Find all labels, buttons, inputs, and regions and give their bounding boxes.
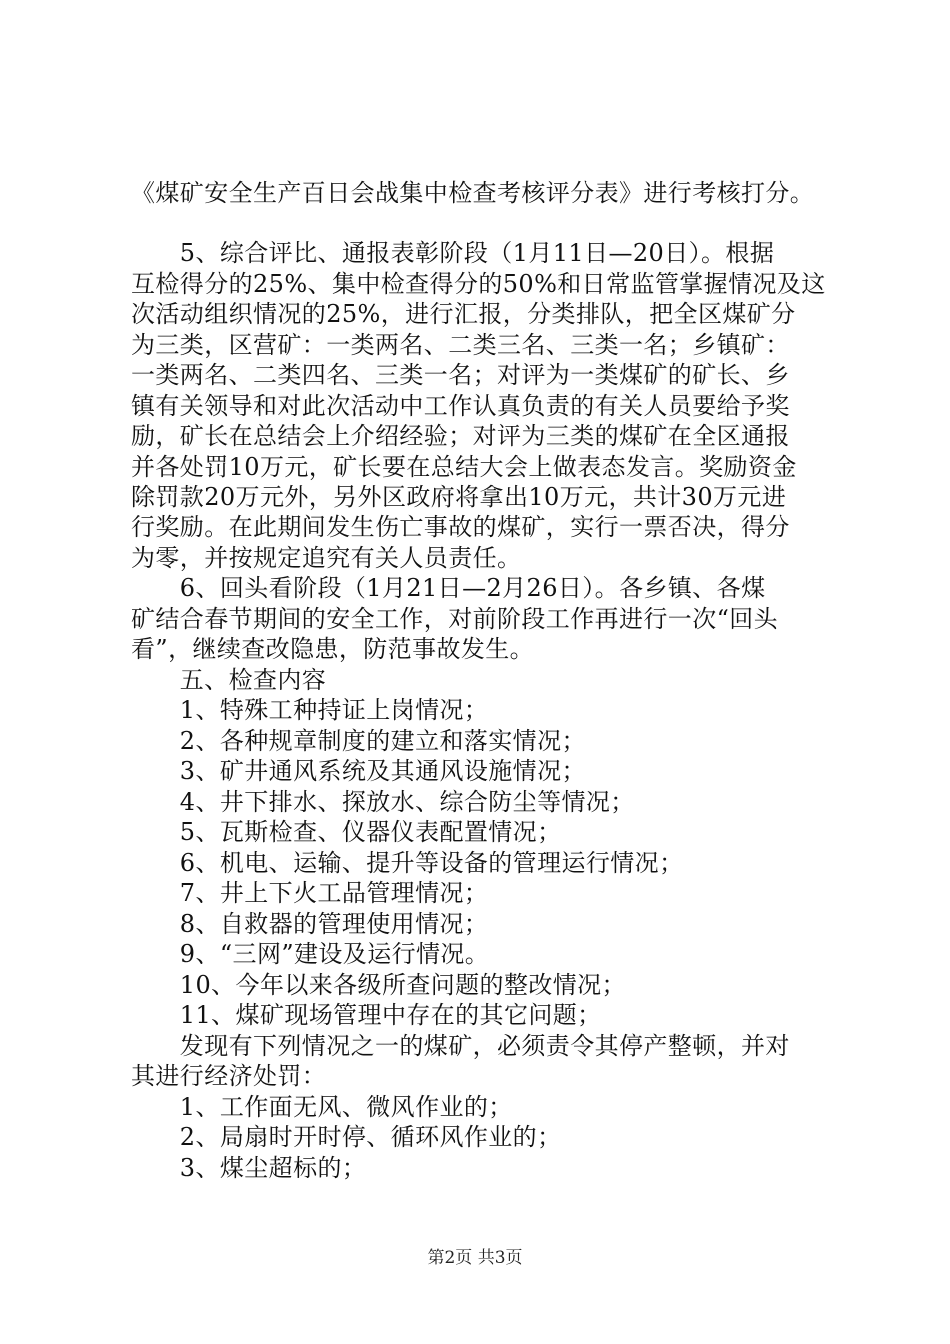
list-item: 8、自救器的管理使用情况； xyxy=(131,910,489,938)
text-line: 为零，并按规定追究有关人员责任。 xyxy=(131,544,522,572)
text-line: 互检得分的25%、集中检查得分的50%和日常监管掌握情况及这 xyxy=(131,270,826,298)
text-line: 为三类，区营矿：一类两名、二类三名、三类一名；乡镇矿： xyxy=(131,331,790,359)
text-line: 看”，继续查改隐患，防范事故发生。 xyxy=(131,635,535,663)
list-item: 6、机电、运输、提升等设备的管理运行情况； xyxy=(131,849,684,877)
list-item: 9、“三网”建设及运行情况。 xyxy=(131,940,490,968)
list-item: 5、瓦斯检查、仪器仪表配置情况； xyxy=(131,818,562,846)
text-line: 除罚款20万元外，另外区政府将拿出10万元，共计30万元进 xyxy=(131,483,787,511)
text-line: 《煤矿安全生产百日会战集中检查考核评分表》进行考核打分。 xyxy=(131,179,815,207)
list-item: 2、各种规章制度的建立和落实情况； xyxy=(131,727,586,755)
text-line: 发现有下列情况之一的煤矿，必须责令其停产整顿，并对 xyxy=(131,1032,790,1060)
list-item: 10、今年以来各级所查问题的整改情况； xyxy=(131,971,626,999)
text-line: 镇有关领导和对此次活动中工作认真负责的有关人员要给予奖 xyxy=(131,392,790,420)
text-line: 其进行经济处罚： xyxy=(131,1062,327,1090)
list-item: 3、煤尘超标的； xyxy=(131,1154,367,1182)
list-item: 2、局扇时开时停、循环风作业的； xyxy=(131,1123,562,1151)
text-line: 并各处罚10万元，矿长要在总结大会上做表态发言。奖励资金 xyxy=(131,453,797,481)
list-item: 3、矿井通风系统及其通风设施情况； xyxy=(131,757,586,785)
text-line: 行奖励。在此期间发生伤亡事故的煤矿，实行一票否决，得分 xyxy=(131,513,790,541)
text-line: 一类两名、二类四名、三类一名；对评为一类煤矿的矿长、乡 xyxy=(131,361,790,389)
text-line: 6、回头看阶段（1月21日—2月26日）。各乡镇、各煤 xyxy=(131,574,766,602)
text-line: 5、综合评比、通报表彰阶段（1月11日—20日）。根据 xyxy=(131,239,775,267)
list-item: 1、工作面无风、微风作业的； xyxy=(131,1093,513,1121)
text-line: 矿结合春节期间的安全工作，对前阶段工作再进行一次“回头 xyxy=(131,605,779,633)
list-item: 4、井下排水、探放水、综合防尘等情况； xyxy=(131,788,635,816)
list-item: 7、井上下火工品管理情况； xyxy=(131,879,489,907)
list-item: 11、煤矿现场管理中存在的其它问题； xyxy=(131,1001,602,1029)
list-item: 1、特殊工种持证上岗情况； xyxy=(131,696,489,724)
page-footer: 第2页 共3页 xyxy=(427,1248,523,1268)
section-heading: 五、检查内容 xyxy=(131,666,327,694)
text-line: 励，矿长在总结会上介绍经验；对评为三类的煤矿在全区通报 xyxy=(131,422,790,450)
text-line: 次活动组织情况的25%，进行汇报，分类排队，把全区煤矿分 xyxy=(131,300,796,328)
